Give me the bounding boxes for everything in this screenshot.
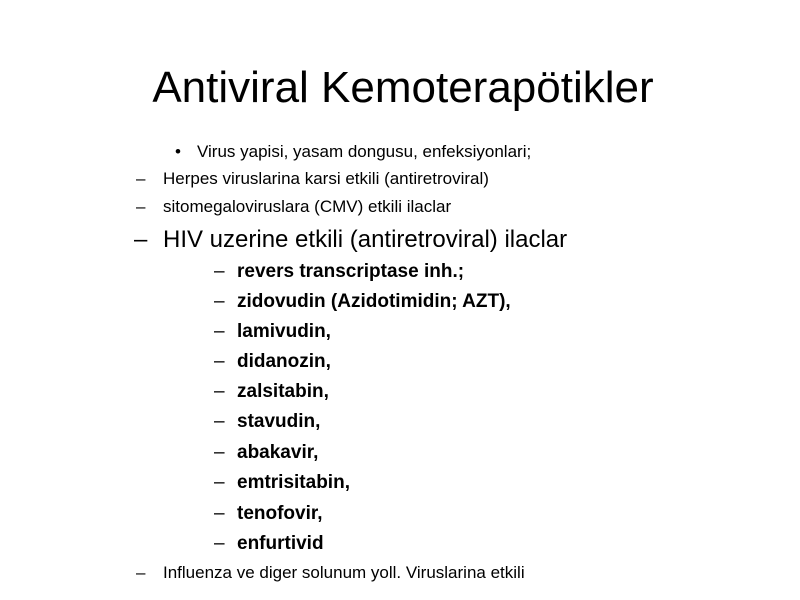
dash-marker: – bbox=[134, 226, 148, 253]
dash-marker: – bbox=[214, 533, 225, 554]
drug-text: zalsitabin, bbox=[237, 381, 329, 402]
dash-marker: – bbox=[214, 503, 225, 524]
drug-text: lamivudin, bbox=[237, 321, 331, 342]
dash-marker: – bbox=[214, 291, 225, 312]
dash-marker: – bbox=[214, 351, 225, 372]
dash-marker: – bbox=[214, 472, 225, 493]
dash-text: Influenza ve diger solunum yoll. Viruslarina etkili bbox=[163, 563, 525, 582]
hiv-heading-text: HIV uzerine etkili (antiretroviral) ilaclar bbox=[163, 226, 568, 253]
drug-text: zidovudin (Azidotimidin; AZT), bbox=[237, 291, 511, 312]
bullet-marker: • bbox=[175, 142, 181, 161]
dash-marker: – bbox=[214, 381, 225, 402]
drug-text: abakavir, bbox=[237, 442, 319, 463]
drug-text: tenofovir, bbox=[237, 503, 323, 524]
dash-marker: – bbox=[136, 197, 146, 216]
bullet-text: Virus yapisi, yasam dongusu, enfeksiyonlari; bbox=[197, 142, 532, 161]
drug-text: enfurtivid bbox=[237, 533, 324, 554]
drug-text: revers transcriptase inh.; bbox=[237, 261, 465, 282]
drug-text: stavudin, bbox=[237, 411, 321, 432]
dash-marker: – bbox=[214, 442, 225, 463]
dash-text: sitomegaloviruslara (CMV) etkili ilaclar bbox=[163, 197, 452, 216]
slide-title: Antiviral Kemoterapötikler bbox=[152, 63, 654, 112]
dash-marker: – bbox=[214, 321, 225, 342]
dash-marker: – bbox=[136, 563, 146, 582]
dash-marker: – bbox=[214, 411, 225, 432]
dash-marker: – bbox=[136, 169, 146, 188]
drug-text: emtrisitabin, bbox=[237, 472, 350, 493]
dash-marker: – bbox=[214, 261, 225, 282]
dash-text: Herpes viruslarina karsi etkili (antiretroviral) bbox=[163, 169, 489, 188]
drug-text: didanozin, bbox=[237, 351, 331, 372]
